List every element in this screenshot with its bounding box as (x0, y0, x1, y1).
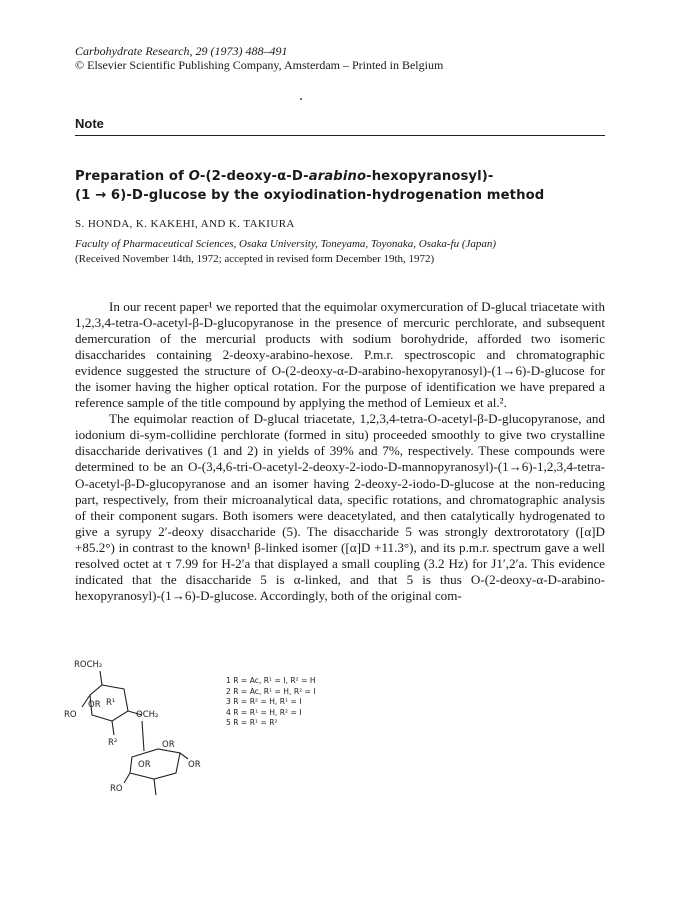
title-line-2: (1 → 6)-D-glucose by the oxyiodination-hydrogenation method (75, 188, 545, 203)
title-line-1: Preparation of O-(2-deoxy-α-D-arabino-hexopyranosyl)- (75, 169, 494, 184)
affiliation: Faculty of Pharmaceutical Sciences, Osaka University, Toneyama, Toyonaka, Osaka-fu (Japan) (75, 238, 497, 250)
legend-entry-5: 5 R = R¹ = R² (226, 718, 278, 728)
label-r1: R¹ (106, 698, 116, 708)
label-or-ring: OR (162, 740, 175, 750)
article-body (75, 299, 605, 604)
upper-ch2-bond (100, 671, 102, 685)
label-och2: OCH₂ (136, 710, 159, 720)
body-paragraph-1: In our recent paper¹ we reported that the equimolar oxymercuration of D-glucal triacetate with 1,2,3,4-tetra-O-acetyl-β-D-glucopyranose in the presence of mercuric perchlorate, and subsequent demercuration of the mercurial products with sodium borohydride, afforded two isomeric disaccharides containing 2-deoxy-arabino-hexose. P.m.r. spectroscopic and chromatographic evidence suggested the structure of O-(2-deoxy-α-D-arabino-hexopyranosyl)-(1→6)-D-glucose for the isomer having the higher optical rotation. For the purpose of identification we have prepared a reference sample of the title compound by applying the method of Lemieux et al.². (75, 299, 605, 411)
body-paragraph-2: The equimolar reaction of D-glucal triacetate, 1,2,3,4-tetra-O-acetyl-β-D-glucopyranose, and iodonium di-sym-collidine perchlorate (formed in situ) proceeded smoothly to give two crystalline disaccharide derivatives (1 and 2) in yields of 39% and 7%, respectively. These compounds were determined to be an O-(3,4,6-tri-O-acetyl-2-deoxy-2-iodo-D-mannopyranosyl)-(1→6)-1,2,3,4-tetra-O-acetyl-β-D-glucopyranose and an isomer having 2-deoxy-2-iodo-D-glucose at the non-reducing part, respectively, from their microanalytical data, specific rotations, and chromatographic analysis of their component sugars. Both isomers were deacetylated, and then catalytically hydrogenated to give a syrupy 2′-deoxy disaccharide (5). The disaccharide 5 was strongly dextrorotatory ([α]D +85.2°) in contrast to the known¹ β-linked isomer ([α]D +11.3°), and its p.m.r. spectrum gave a well resolved octet at τ 7.99 for H-2′a that displayed a small coupling (3.2 Hz) for J1′,2′a. This evidence indicated that the disaccharide 5 is α-linked, and that 5 is thus O-(2-deoxy-α-D-arabino-hexopyranosyl)-(1→6)-D-glucose. Accordingly, both of the original com- (75, 411, 605, 603)
legend-entry-2: 2 R = Ac, R¹ = H, R² = I (226, 686, 316, 696)
legend-entry-1: 1 R = Ac, R¹ = I, R² = H (226, 676, 316, 685)
section-heading: Note (75, 116, 104, 131)
article-title (75, 167, 615, 205)
label-ro-lower: RO (110, 784, 123, 794)
label-or-lower: OR (138, 760, 151, 770)
journal-citation: Carbohydrate Research, 29 (1973) 488–491 (75, 44, 288, 58)
page-speck (300, 98, 302, 100)
lower-c4-bond (124, 773, 130, 783)
label-roch2: ROCH₂ (74, 660, 103, 670)
legend-entry-3: 3 R = R² = H, R¹ = I (226, 697, 302, 707)
section-rule (75, 135, 605, 136)
lower-c3-bond (154, 779, 156, 795)
lower-c1-bond (180, 753, 188, 759)
publisher-line: © Elsevier Scientific Publishing Company, Amsterdam – Printed in Belgium (75, 58, 444, 72)
upper-c2-bond (112, 721, 114, 735)
journal-header (75, 44, 443, 72)
lower-ch2-bond (142, 721, 144, 751)
author-list: S. HONDA, K. KAKEHI, AND K. TAKIURA (75, 218, 295, 230)
legend-entry-4: 4 R = R¹ = H, R² = I (226, 707, 302, 717)
label-r2: R² (108, 738, 118, 748)
received-dates: (Received November 14th, 1972; accepted in revised form December 19th, 1972) (75, 253, 435, 265)
label-or-upper: OR (88, 700, 101, 710)
compound-legend (226, 676, 316, 729)
label-or-anomeric: OR (188, 760, 201, 770)
label-ro-upper: RO (64, 710, 77, 720)
